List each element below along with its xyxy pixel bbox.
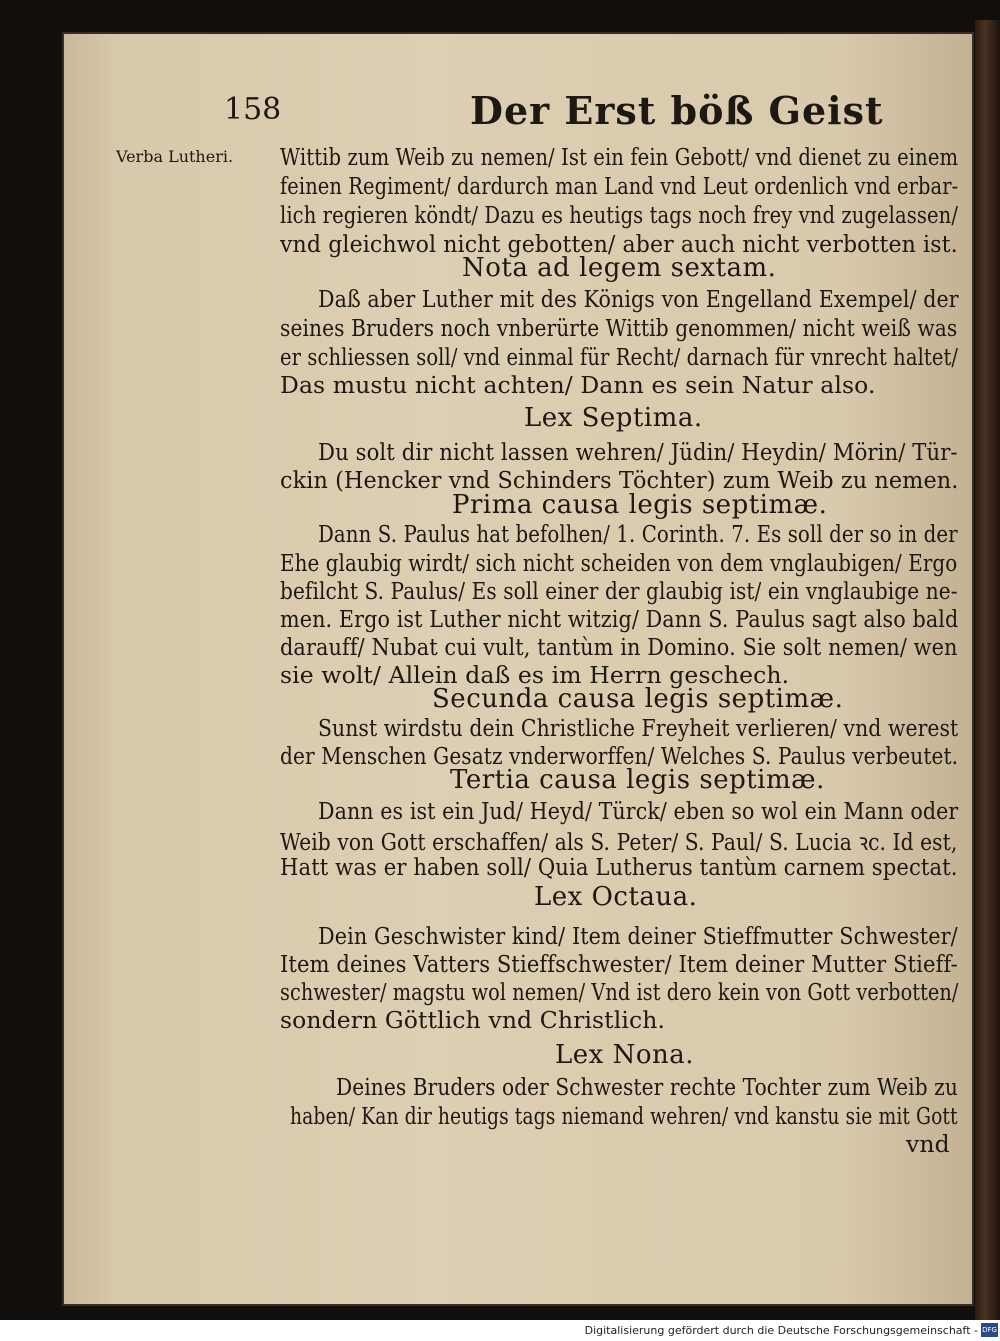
dfg-logo: DFG [981,1323,998,1337]
text-line: schwester/ magstu wol nemen/ Vnd ist dero kein von Gott verbotten/ [280,978,959,1006]
text-line: Dann es ist ein Jud/ Heyd/ Türck/ eben so wol ein Mann oder [318,797,959,825]
text-line: befilcht S. Paulus/ Es soll einer der glaubig ist/ ein vnglaubige ne- [280,577,958,605]
text-line: Das mustu nicht achten/ Dann es sein Natur also. [280,371,876,399]
text-line: sie wolt/ Allein daß es im Herrn geschech. [280,661,790,689]
text-line: der Menschen Gesatz vnderworffen/ Welches S. Paulus verbeutet. [280,742,959,770]
digitization-footer [0,1320,1000,1341]
text-line: seines Bruders noch vnberürte Wittib genommen/ nicht weiß was [280,314,958,342]
section-heading: Lex Octaua. [534,882,698,912]
text-line: Du solt dir nicht lassen wehren/ Jüdin/ Heydin/ Mörin/ Tür- [318,438,958,466]
running-head: Der Erst böß Geist [470,88,884,133]
text-line: ckin (Hencker vnd Schinders Töchter) zum Weib zu nemen. [280,466,959,494]
section-heading: Tertia causa legis septimæ. [450,765,825,795]
text-line: Dann S. Paulus hat befolhen/ 1. Corinth. 7. Es soll der so in der [318,520,958,548]
text-line: Daß aber Luther mit des Königs von Engelland Exempel/ der [318,285,959,313]
text-line: haben/ Kan dir heutigs tags niemand wehren/ vnd kanstu sie mit Gott [290,1102,958,1130]
section-heading: Nota ad legem sextam. [462,253,777,283]
text-line: darauff/ Nubat cui vult, tantùm in Domino. Sie solt nemen/ wen [280,633,958,661]
catchword: vnd [906,1130,950,1158]
text-line: Dein Geschwister kind/ Item deiner Stieffmutter Schwester/ [318,922,958,950]
footer-credit: Digitalisierung gefördert durch die Deutsche Forschungsgemeinschaft - [584,1324,978,1337]
book-spine-edge [975,20,1000,1320]
margin-note: Verba Lutheri. [116,147,234,166]
text-line: Sunst wirdstu dein Christliche Freyheit verlieren/ vnd werest [318,714,959,742]
text-line: Ehe glaubig wirdt/ sich nicht scheiden von dem vnglaubigen/ Ergo [280,549,958,577]
section-heading: Secunda causa legis septimæ. [432,684,844,714]
text-line: Deines Bruders oder Schwester rechte Tochter zum Weib zu [336,1073,958,1101]
text-line: feinen Regiment/ dardurch man Land vnd Leut ordenlich vnd erbar- [280,172,959,200]
text-line: Item deines Vatters Stieffschwester/ Item deiner Mutter Stieff- [280,950,958,978]
section-heading: Prima causa legis septimæ. [452,490,828,520]
text-line: Wittib zum Weib zu nemen/ Ist ein fein Gebott/ vnd dienet zu einem [280,143,959,171]
text-line: sondern Göttlich vnd Christlich. [280,1006,666,1034]
page-number: 158 [224,92,282,127]
text-line: er schliessen soll/ vnd einmal für Recht/ darnach für vnrecht haltet/ [280,343,959,371]
section-heading: Lex Septima. [524,403,703,433]
text-line: men. Ergo ist Luther nicht witzig/ Dann S. Paulus sagt also bald [280,605,959,633]
text-line: vnd gleichwol nicht gebotten/ aber auch nicht verbotten ist. [280,230,958,258]
text-line: lich regieren köndt/ Dazu es heutigs tags noch frey vnd zugelassen/ [280,201,958,229]
text-line: Hatt was er haben soll/ Quia Lutherus tantùm carnem spectat. [280,853,958,881]
section-heading: Lex Nona. [555,1040,694,1070]
text-line: Weib von Gott erschaffen/ als S. Peter/ S. Paul/ S. Lucia ꝛc. Id est, [280,828,958,856]
